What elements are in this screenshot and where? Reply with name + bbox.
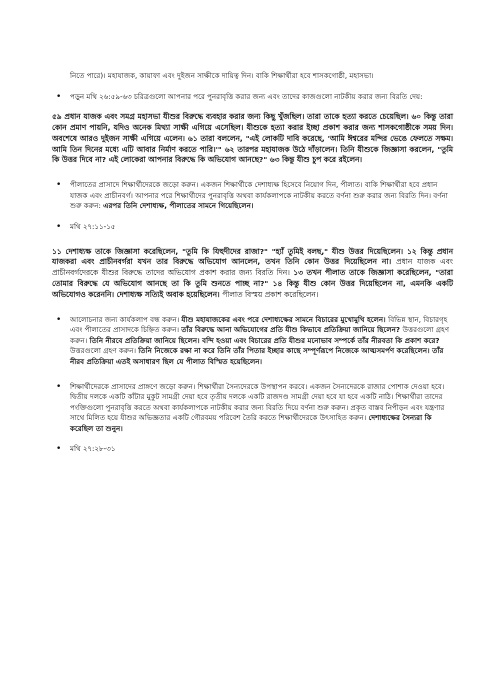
instruction-text: বিভিন্ন স্থান, বিচারগৃহ এবং পীলাতের প্রাসাদকে চিহ্নিত করুন। <box>70 314 448 335</box>
scripture-reference-27-28: • মথি ২৭:২৮-৩১ <box>52 444 453 455</box>
continuation-paragraph: নিতে পারে)। মহাযাজক, কায়াফা এবং দুইজন সাক্ষীকে দায়িত্ব দিন। বাকি শিক্ষার্থীরা হবে শাসকগোষ্ঠী, মহাসভা। <box>70 71 374 80</box>
scripture-quote-matthew-27 <box>52 247 453 301</box>
stage-direction: প্রধান যাজক এবং প্রাচীনবর্গদেরকে যীশুর বিরুদ্ধে তাদের অভিযোগ প্রকাশ করার জন্য বিরতি দিন। <box>52 257 453 278</box>
quote-part: ১১ দেশাধ্যক্ষ তাকে জিজ্ঞাসা করেছিলেন, "তুমি কি যিহুদীদের রাজা?" "হ্যাঁ তুমিই বলছ," যীশু উত্তর দিয়েছিলেন। ১২ কিন্তু প্রধান যাজকরা এবং প্রাচীনবর্গরা যখন তার বিরুদ্ধে অভিযোগ আনলেন, তখন তিনি কোন উত্তর দিয়েছিলেন না। <box>52 246 453 267</box>
quote-part: ১৩ তখন পীলাত তাকে জিজ্ঞাসা করেছিলেন, "তারা তোমার বিরুদ্ধে যে অভিযোগ আনছে তা কি তুমি শুনতে পাচ্ছ না?" ১৪ কিন্তু যীশু কোন উত্তর দিয়েছিলেন না, এমনকি একটি অভিযোগও করেননি। দেশাধ্যক্ষ সত্যিই অবাক হয়েছিলেন। <box>52 268 453 299</box>
instruction-text: শিক্ষার্থীদেরকে প্রাসাদের প্রাঙ্গণে জড়ো করুন। শিক্ষার্থীরা সৈন্যদেরকে উপস্থাপন করবে। একজন সৈন্যদেরকে রাজার পোশাক দেওয়া হবে। দ্বিতীয় দলকে একটি কাঁটার মুকুট সামগ্রী দেয়া হবে তৃতীয় দলকে একটি রাজদণ্ড সামগ্রী দেয়া হবে যা হবে একটি নাঠি। শিক্ষার্থীরা তাদের পংক্তিগুলো পুনরাবৃত্তি করতে অথবা কার্যকলাপকে নাটকীয় করার জন্য বিরতি দিয়ে বর্ণনা শুরু করুন। প্রকৃত বাস্তব নিপীড়ন এবং যন্ত্রণার সাথে মিলিত হয়ে যীশুর অভিজ্ঞতার একটি গৌরবময় পরিবেশ তৈরি করতে শিক্ষার্থীদেরকে উৎসাহিত করুন। <box>70 381 445 423</box>
instruction-text: উত্তরগুলো গ্রহণ করুন। <box>70 346 139 356</box>
key-statement: যীশু মহাযাজকের এবং পরে দেশাধ্যক্ষের সামনে বিচারের মুখোমুখি হলেন। <box>181 314 389 324</box>
scripture-reference-27-11: • মথি ২৭:১১-১৫ <box>52 222 453 233</box>
scripture-quote-matthew-26: ৫৯ প্রধান যাজক এবং সমগ্র মহাসভা যীশুর বিরুদ্ধে ব্যবহার করার জন্য কিছু খুঁজছিল। তারা তাকে হত্যা করতে চেয়েছিল। ৬০ কিন্তু তারা কোন প্রমাণ পায়নি, যদিও অনেক মিথ্যা সাক্ষী এগিয়ে এসেছিল। যীশুকে হত্যা করার ইচ্ছা প্রকাশ করার জন্য শাসকগোষ্ঠীকে সময় দিন। অবশেষে আরও দুইজন সাক্ষী এগিয়ে এলেন। ৬১ তারা বললেন, "এই লোকটি দাবি করেছে, 'আমি ঈশ্বরের মন্দির ভেঙে ফেলতে সক্ষম। আমি তিন দিনের মধ্যে এটি আবার নির্মাণ করতে পারি।'" ৬২ তারপর মহাযাজক উঠে দাঁড়ালেন। তিনি যীশুকে জিজ্ঞাসা করলেন, "তুমি কি উত্তর দিবে না? এই লোকেরা আপনার বিরুদ্ধে কি অভিযোগ আনছে?" ৬৩ কিন্তু যীশু চুপ করে রইলেন। <box>52 112 453 165</box>
instruction-read-matthew-26: • পড়ুন মথি ২৬:৫৯-৬৩ চরিত্রগুলো আপনার পরে পুনরাবৃত্তি করার জন্য এবং তাদের কাজগুলো নাটকীয় করার জন্য বিরতি দেয়: <box>52 92 453 103</box>
discussion-question: তাঁর বিরুদ্ধে আনা অভিযোগের প্রতি যীশু কিভাবে প্রতিক্রিয়া জানিয়ে ছিলেন? <box>181 325 403 335</box>
key-statement: তিনি নিজেকে রক্ষা না করে তিনি তাঁর পিতার ইচ্ছার কাছে সম্পূর্ণরূপে নিজেকে আত্মসমর্পণ করেছিলেন। তাঁর নীরব প্রতিক্রিয়া এতই অসাধারণ ছিল যে পীলাত বিস্মিত হয়েছিলেন। <box>70 346 444 366</box>
discussion-question: বন্দি হওয়া এবং বিচারের প্রতি যীশুর মনোভাব সম্পর্কে তাঁর নীরবতা কি প্রকাশ করে? <box>202 335 440 345</box>
instruction-text: পীলাতের প্রাসাদে শিক্ষার্থীদেরকে জড়ো করুন। একজন শিক্ষার্থীকে দেশাধ্যক্ষ হিসেবে নিয়োগ দিন, পীলাত। বাকি শিক্ষার্থীরা হবে প্রধান যাজক এবং প্রাচীনবর্গ। আপনার পরে শিক্ষার্থীদের পুনরাবৃত্তি অথবা কার্যকলাপকে নাটকীয় করতে বর্ণনা শুরু করার জন্য বিরতি দিন। বর্ণনা শুরু করুন: <box>70 180 448 211</box>
instruction-palace-courtyard <box>52 382 453 435</box>
instruction-text: উত্তরগুলো গ্রহণ করুন। <box>70 325 450 345</box>
instruction-pilate-palace <box>52 180 453 212</box>
instruction-discussion <box>52 315 453 368</box>
key-statement: তিনি নীরবে প্রতিক্রিয়া জানিয়ে ছিলেন। <box>89 335 203 345</box>
stage-direction: পীলাত বিস্ময় প্রকাশ করেছিলেন। <box>222 289 319 299</box>
narration-line: এরপর তিনি দেশাধ্যক্ষ, পীলাতের সামনে গিয়েছিলেন। <box>103 201 254 211</box>
instruction-text: আলোচনার জন্য কার্যকলাপ বন্ধ করুন। <box>70 314 182 324</box>
narration-line: দেশাধ্যক্ষের সৈন্যরা কি করেছিল তা শুনুন। <box>70 413 432 433</box>
